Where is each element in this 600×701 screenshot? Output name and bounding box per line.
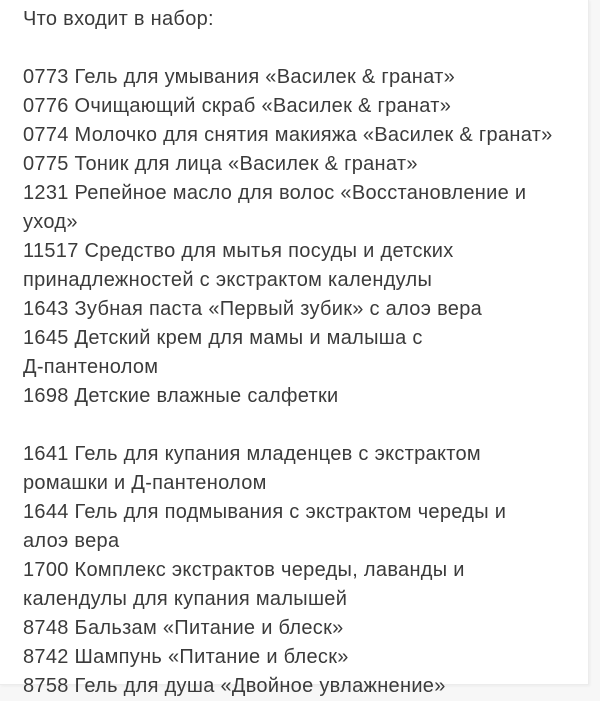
blank-line	[23, 411, 572, 440]
text-line: 8748 Бальзам «Питание и блеск»	[23, 617, 344, 639]
text-line: уход»	[23, 211, 78, 233]
text-line: ромашки и Д-пантенолом	[23, 472, 267, 494]
text-line: 1698 Детские влажные салфетки	[23, 385, 339, 407]
text-line: 1643 Зубная паста «Первый зубик» с алоэ вера	[23, 298, 483, 320]
text-line: 0776 Очищающий скраб «Василек & гранат»	[23, 95, 452, 117]
text-line: алоэ вера	[23, 530, 120, 552]
text-line: 1700 Комплекс экстрактов череды, лаванды и	[23, 559, 465, 581]
text-line: 1641 Гель для купания младенцев с экстрактом	[23, 443, 481, 465]
text-line: 1644 Гель для подмывания с экстрактом череды и	[23, 501, 507, 523]
text-line: календулы для купания малышей	[23, 588, 348, 610]
product-list-1	[23, 63, 572, 411]
text-line: 8742 Шампунь «Питание и блеск»	[23, 646, 349, 668]
text-line: Д-пантенолом	[23, 356, 159, 378]
text-line: 0773 Гель для умывания «Василек & гранат»	[23, 66, 456, 88]
text-line: 8758 Гель для душа «Двойное увлажнение»	[23, 675, 446, 697]
text-line: 1645 Детский крем для мамы и малыша с	[23, 327, 423, 349]
product-list-2	[23, 440, 572, 701]
text-line: 0775 Тоник для лица «Василек & гранат»	[23, 153, 418, 175]
text-line: 0774 Молочко для снятия макияжа «Василек & гранат»	[23, 124, 553, 146]
text-line: принадлежностей с экстрактом календулы	[23, 269, 433, 291]
blank-line	[23, 34, 572, 63]
text-line: 11517 Средство для мытья посуды и детских	[23, 240, 454, 262]
text-line: 1231 Репейное масло для волос «Восстановление и	[23, 182, 527, 204]
page-title: Что входит в набор:	[23, 8, 214, 30]
